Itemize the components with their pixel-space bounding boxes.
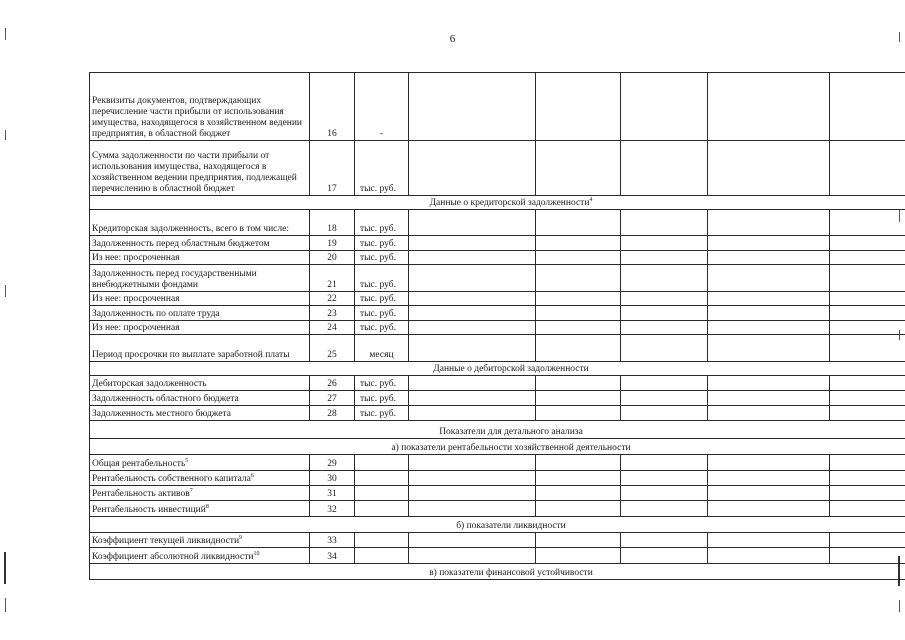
section-title xyxy=(90,517,905,533)
value-cell[interactable] xyxy=(536,236,621,251)
table-row xyxy=(90,236,905,251)
value-cell[interactable] xyxy=(830,236,905,251)
indicator-name-text: Задолженность областного бюджета xyxy=(92,394,239,404)
indicator-name-text: Кредиторская задолженность, всего в том числе: xyxy=(92,224,289,234)
value-cell[interactable] xyxy=(409,391,536,406)
section-title-text: Показатели для детального анализа xyxy=(439,427,583,437)
indicator-name xyxy=(90,236,310,251)
unit-of-measure: тыс. руб. xyxy=(355,406,409,421)
section-title-text: Данные о кредиторской задолженности xyxy=(429,198,590,208)
footnote-ref: 10 xyxy=(253,550,260,557)
unit-of-measure: тыс. руб. xyxy=(355,236,409,251)
table-row xyxy=(90,321,905,335)
value-cell[interactable] xyxy=(621,141,708,196)
unit-of-measure: тыс. руб. xyxy=(355,306,409,321)
section-title-text: б) показатели ликвидности xyxy=(456,521,566,531)
indicator-name-text: Задолженность перед государственными внебюджетными фондами xyxy=(92,269,257,290)
indicator-name xyxy=(90,306,310,321)
indicator-name xyxy=(90,471,310,486)
value-cell[interactable] xyxy=(830,471,905,486)
row-code: 24 xyxy=(310,321,355,335)
indicator-name xyxy=(90,265,310,292)
value-cell[interactable] xyxy=(409,141,536,196)
table-row xyxy=(90,391,905,406)
value-cell[interactable] xyxy=(830,73,905,141)
row-code: 21 xyxy=(310,265,355,292)
row-code: 20 xyxy=(310,251,355,265)
row-code: 22 xyxy=(310,292,355,306)
value-cell[interactable] xyxy=(536,501,621,517)
unit-of-measure xyxy=(355,486,409,501)
row-code: 23 xyxy=(310,306,355,321)
scan-margin-mark xyxy=(5,130,6,140)
value-cell[interactable] xyxy=(536,335,621,362)
table-row xyxy=(90,376,905,391)
value-cell[interactable] xyxy=(708,236,830,251)
value-cell[interactable] xyxy=(621,265,708,292)
indicator-name-text: Задолженность перед областным бюджетом xyxy=(92,239,270,249)
value-cell[interactable] xyxy=(536,471,621,486)
value-cell[interactable] xyxy=(409,321,536,335)
value-cell[interactable] xyxy=(830,376,905,391)
unit-of-measure: тыс. руб. xyxy=(355,292,409,306)
value-cell[interactable] xyxy=(536,306,621,321)
table-row xyxy=(90,141,905,196)
section-title-text: в) показатели финансовой устойчивости xyxy=(429,568,593,578)
value-cell[interactable] xyxy=(409,251,536,265)
section-title-text: а) показатели рентабельности хозяйственной деятельности xyxy=(391,443,631,453)
value-cell[interactable] xyxy=(830,335,905,362)
value-cell[interactable] xyxy=(708,501,830,517)
section-header-row xyxy=(90,196,905,210)
value-cell[interactable] xyxy=(621,486,708,501)
value-cell[interactable] xyxy=(708,335,830,362)
row-code: 27 xyxy=(310,391,355,406)
row-code: 17 xyxy=(310,141,355,196)
value-cell[interactable] xyxy=(830,533,905,548)
value-cell[interactable] xyxy=(621,335,708,362)
value-cell[interactable] xyxy=(830,306,905,321)
value-cell[interactable] xyxy=(536,251,621,265)
value-cell[interactable] xyxy=(621,321,708,335)
footnote-ref: 4 xyxy=(589,196,593,203)
unit-of-measure xyxy=(355,533,409,548)
value-cell[interactable] xyxy=(830,455,905,471)
row-code: 31 xyxy=(310,486,355,501)
value-cell[interactable] xyxy=(536,391,621,406)
financial-indicators-table xyxy=(89,72,905,580)
indicator-name xyxy=(90,376,310,391)
value-cell[interactable] xyxy=(708,548,830,564)
indicator-name-text: Реквизиты документов, подтверждающих перечисление части прибыли от использования имущества, находящегося в хозяйственном ведении предприятия, в областной бюджет xyxy=(92,96,302,139)
section-header-row xyxy=(90,564,905,580)
indicator-name-text: Дебиторская задолженность xyxy=(92,379,207,389)
value-cell[interactable] xyxy=(536,455,621,471)
indicator-name xyxy=(90,210,310,236)
indicator-name xyxy=(90,335,310,362)
value-cell[interactable] xyxy=(409,376,536,391)
scan-margin-mark xyxy=(5,285,6,297)
value-cell[interactable] xyxy=(536,265,621,292)
value-cell[interactable] xyxy=(621,455,708,471)
value-cell[interactable] xyxy=(409,210,536,236)
value-cell[interactable] xyxy=(409,533,536,548)
value-cell[interactable] xyxy=(830,501,905,517)
section-header-row xyxy=(90,517,905,533)
indicator-name-text: Из нее: просроченная xyxy=(92,294,180,304)
table-row xyxy=(90,251,905,265)
value-cell[interactable] xyxy=(708,73,830,141)
unit-of-measure: тыс. руб. xyxy=(355,391,409,406)
table-row xyxy=(90,406,905,421)
value-cell[interactable] xyxy=(536,141,621,196)
table-row xyxy=(90,210,905,236)
value-cell[interactable] xyxy=(409,292,536,306)
unit-of-measure: тыс. руб. xyxy=(355,210,409,236)
unit-of-measure: месяц xyxy=(355,335,409,362)
value-cell[interactable] xyxy=(409,501,536,517)
row-code: 18 xyxy=(310,210,355,236)
value-cell[interactable] xyxy=(536,406,621,421)
page-number: 6 xyxy=(449,33,456,45)
value-cell[interactable] xyxy=(621,292,708,306)
value-cell[interactable] xyxy=(830,210,905,236)
value-cell[interactable] xyxy=(830,265,905,292)
unit-of-measure: тыс. руб. xyxy=(355,251,409,265)
row-code: 33 xyxy=(310,533,355,548)
value-cell[interactable] xyxy=(708,210,830,236)
indicator-name xyxy=(90,73,310,141)
indicator-name-text: Из нее: просроченная xyxy=(92,323,180,333)
value-cell[interactable] xyxy=(708,406,830,421)
value-cell[interactable] xyxy=(621,501,708,517)
value-cell[interactable] xyxy=(536,73,621,141)
unit-of-measure xyxy=(355,548,409,564)
value-cell[interactable] xyxy=(830,406,905,421)
value-cell[interactable] xyxy=(536,533,621,548)
scan-margin-mark xyxy=(899,600,900,612)
value-cell[interactable] xyxy=(536,292,621,306)
value-cell[interactable] xyxy=(536,376,621,391)
table-row xyxy=(90,486,905,501)
value-cell[interactable] xyxy=(621,471,708,486)
value-cell[interactable] xyxy=(830,321,905,335)
value-cell[interactable] xyxy=(830,251,905,265)
table-row xyxy=(90,73,905,141)
indicator-name xyxy=(90,455,310,471)
unit-of-measure xyxy=(355,455,409,471)
indicator-name xyxy=(90,321,310,335)
indicator-name-text: Коэффициент абсолютной ликвидности xyxy=(92,552,254,562)
indicator-name xyxy=(90,501,310,517)
scan-margin-mark xyxy=(5,598,6,612)
row-code: 19 xyxy=(310,236,355,251)
row-code: 25 xyxy=(310,335,355,362)
indicator-name xyxy=(90,292,310,306)
value-cell[interactable] xyxy=(409,236,536,251)
value-cell[interactable] xyxy=(830,391,905,406)
value-cell[interactable] xyxy=(708,376,830,391)
table-row xyxy=(90,265,905,292)
unit-of-measure: тыс. руб. xyxy=(355,376,409,391)
footnote-ref: 9 xyxy=(239,534,243,541)
value-cell[interactable] xyxy=(830,141,905,196)
unit-of-measure: тыс. руб. xyxy=(355,141,409,196)
row-code: 16 xyxy=(310,73,355,141)
unit-of-measure: тыс. руб. xyxy=(355,265,409,292)
value-cell[interactable] xyxy=(409,455,536,471)
row-code: 29 xyxy=(310,455,355,471)
value-cell[interactable] xyxy=(409,406,536,421)
unit-of-measure xyxy=(355,501,409,517)
indicator-name-text: Задолженность местного бюджета xyxy=(92,409,231,419)
value-cell[interactable] xyxy=(708,486,830,501)
unit-of-measure: тыс. руб. xyxy=(355,321,409,335)
section-title xyxy=(90,196,905,210)
indicator-name xyxy=(90,141,310,196)
value-cell[interactable] xyxy=(830,292,905,306)
value-cell[interactable] xyxy=(621,236,708,251)
section-title xyxy=(90,421,905,439)
footnote-ref: 6 xyxy=(250,472,254,479)
value-cell[interactable] xyxy=(708,292,830,306)
value-cell[interactable] xyxy=(708,321,830,335)
indicator-name-text: Рентабельность инвестиций xyxy=(92,505,206,515)
indicator-name-text: Общая рентабельность xyxy=(92,459,186,469)
value-cell[interactable] xyxy=(621,376,708,391)
value-cell[interactable] xyxy=(708,471,830,486)
section-title xyxy=(90,439,905,455)
footnote-ref: 8 xyxy=(205,503,209,510)
section-header-row xyxy=(90,439,905,455)
value-cell[interactable] xyxy=(621,391,708,406)
indicator-name-text: Период просрочки по выплате заработной платы xyxy=(92,350,290,360)
value-cell[interactable] xyxy=(621,406,708,421)
value-cell[interactable] xyxy=(708,455,830,471)
section-title-text: Данные о дебиторской задолженности xyxy=(433,364,589,374)
value-cell[interactable] xyxy=(536,486,621,501)
indicator-name-text: Рентабельность активов xyxy=(92,489,190,499)
section-title xyxy=(90,564,905,580)
value-cell[interactable] xyxy=(536,548,621,564)
value-cell[interactable] xyxy=(536,321,621,335)
value-cell[interactable] xyxy=(708,141,830,196)
value-cell[interactable] xyxy=(409,265,536,292)
indicator-name-text: Задолженность по оплате труда xyxy=(92,309,220,319)
indicator-name-text: Коэффициент текущей ликвидности xyxy=(92,536,240,546)
indicator-name xyxy=(90,406,310,421)
table-row xyxy=(90,335,905,362)
scan-margin-mark xyxy=(899,32,900,42)
value-cell[interactable] xyxy=(621,251,708,265)
row-code: 28 xyxy=(310,406,355,421)
indicator-name-text: Рентабельность собственного капитала xyxy=(92,474,251,484)
value-cell[interactable] xyxy=(708,251,830,265)
value-cell[interactable] xyxy=(621,533,708,548)
indicator-name xyxy=(90,533,310,548)
indicator-name-text: Сумма задолженности по части прибыли от использования имущества, находящегося в хозяйственном ведении предприятия, подлежащей перечислению в областной бюджет xyxy=(92,151,297,194)
row-code: 26 xyxy=(310,376,355,391)
unit-of-measure xyxy=(355,471,409,486)
value-cell[interactable] xyxy=(621,210,708,236)
value-cell[interactable] xyxy=(409,306,536,321)
indicator-name-text: Из нее: просроченная xyxy=(92,253,180,263)
table-row xyxy=(90,471,905,486)
row-code: 30 xyxy=(310,471,355,486)
section-header-row xyxy=(90,362,905,376)
indicator-name xyxy=(90,548,310,564)
table-row xyxy=(90,306,905,321)
value-cell[interactable] xyxy=(409,548,536,564)
value-cell[interactable] xyxy=(409,486,536,501)
value-cell[interactable] xyxy=(621,548,708,564)
value-cell[interactable] xyxy=(409,73,536,141)
scan-margin-mark xyxy=(5,28,6,40)
footnote-ref: 7 xyxy=(189,487,193,494)
value-cell[interactable] xyxy=(536,210,621,236)
footnote-ref: 5 xyxy=(185,457,189,464)
value-cell[interactable] xyxy=(708,391,830,406)
scan-margin-mark xyxy=(4,552,6,584)
table-row xyxy=(90,548,905,564)
unit-of-measure: - xyxy=(355,73,409,141)
row-code: 32 xyxy=(310,501,355,517)
value-cell[interactable] xyxy=(409,335,536,362)
indicator-name xyxy=(90,391,310,406)
value-cell[interactable] xyxy=(830,548,905,564)
value-cell[interactable] xyxy=(621,306,708,321)
section-title xyxy=(90,362,905,376)
table-row xyxy=(90,501,905,517)
value-cell[interactable] xyxy=(708,306,830,321)
section-header-row xyxy=(90,421,905,439)
value-cell[interactable] xyxy=(830,486,905,501)
table-row xyxy=(90,292,905,306)
value-cell[interactable] xyxy=(621,73,708,141)
table-body xyxy=(90,73,905,580)
table-row xyxy=(90,533,905,548)
row-code: 34 xyxy=(310,548,355,564)
indicator-name xyxy=(90,486,310,501)
value-cell[interactable] xyxy=(708,533,830,548)
value-cell[interactable] xyxy=(409,471,536,486)
table-row xyxy=(90,455,905,471)
indicator-name xyxy=(90,251,310,265)
value-cell[interactable] xyxy=(708,265,830,292)
